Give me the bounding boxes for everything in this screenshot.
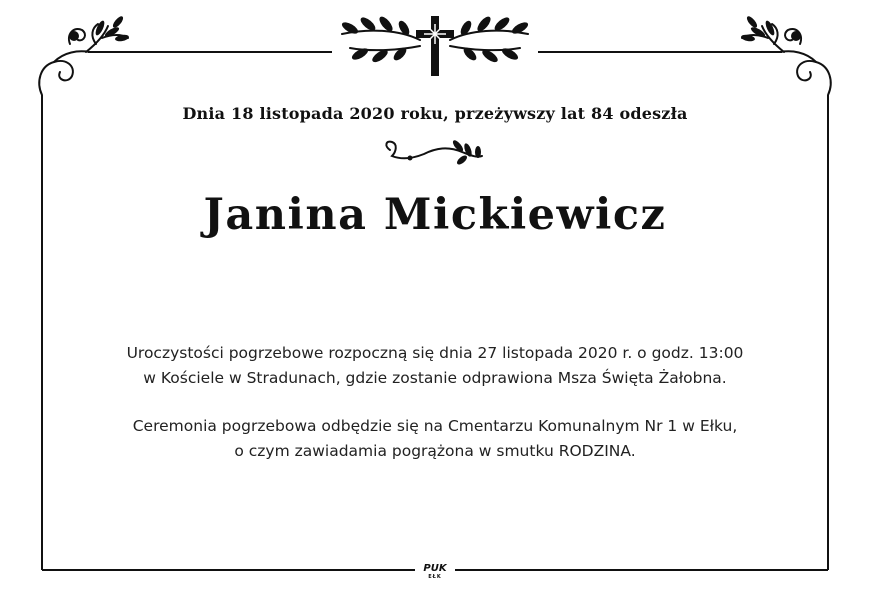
puk-logo	[418, 563, 452, 585]
ceremony-paragraph	[0, 341, 870, 391]
deceased-name: Janina Mickiewicz	[203, 190, 667, 240]
leaf-scroll-corner-icon	[741, 15, 831, 95]
cemetery-line: Ceremonia pogrzebowa odbędzie się na Cmentarzu Komunalnym Nr 1 w Ełku,	[132, 417, 738, 435]
death-date-headline: Dnia 18 listopada 2020 roku, przeżywszy lat 84 odeszła	[182, 104, 688, 123]
logo-main-text: PUK	[423, 563, 447, 574]
logo-sub-text: EŁK	[428, 574, 442, 580]
cross-with-olive-branches-icon	[340, 15, 530, 76]
cemetery-paragraph	[0, 414, 870, 464]
leaf-scroll-corner-icon	[39, 15, 129, 95]
olive-sprig-divider-icon	[386, 139, 482, 166]
ceremony-line: w Kościele w Stradunach, gdzie zostanie odprawiona Msza Święta Żałobna.	[143, 369, 727, 387]
cemetery-line: o czym zawiadamia pogrążona w smutku RODZINA.	[234, 442, 636, 460]
page-frame	[42, 52, 828, 570]
ceremony-line: Uroczystości pogrzebowe rozpoczną się dnia 27 listopada 2020 r. o godz. 13:00	[126, 344, 744, 362]
